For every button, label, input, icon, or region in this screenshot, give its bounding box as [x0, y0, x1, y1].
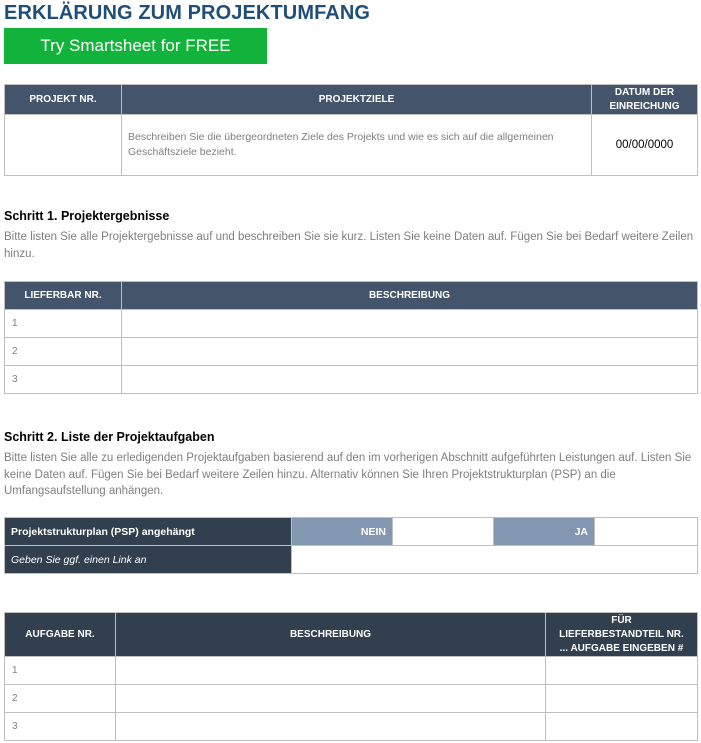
- page-title: ERKLÄRUNG ZUM PROJEKTUMFANG: [4, 2, 371, 24]
- deliverable-no-cell[interactable]: 1: [5, 310, 122, 338]
- column-header-task-no: AUFGABE NR.: [5, 613, 116, 657]
- step2-description: Bitte listen Sie alle zu erledigenden Projektaufgaben basierend auf den im vorherigen Abschnitt aufgeführten Leistungen auf. Listen Sie keine Daten auf. Fügen Sie bei Bedarf weitere Zeilen hinzu. Alternativ können Sie Ihren Projektstrukturplan (PSP) an die Umfangsaufstellung anhängen.: [4, 452, 692, 497]
- deliverable-no-cell[interactable]: 2: [5, 338, 122, 366]
- task-deliverable-cell[interactable]: [546, 685, 698, 713]
- task-no-cell[interactable]: 3: [5, 713, 116, 741]
- project-goals-cell[interactable]: Beschreiben Sie die übergeordneten Ziele des Projekts und wie es sich auf die allgemeinen Geschäftsziele bezieht.: [122, 115, 592, 176]
- submission-date-cell[interactable]: 00/00/0000: [592, 115, 698, 176]
- deliverable-description-cell[interactable]: [122, 338, 698, 366]
- deliverable-no-cell[interactable]: 3: [5, 366, 122, 394]
- column-header-deliverable-description: BESCHREIBUNG: [122, 282, 698, 310]
- step2-title: Schritt 2. Liste der Projektaufgaben: [4, 430, 215, 444]
- step1-title: Schritt 1. Projektergebnisse: [4, 209, 170, 223]
- table-row: [5, 310, 698, 338]
- table-row: [5, 685, 698, 713]
- task-deliverable-cell[interactable]: [546, 657, 698, 685]
- wbs-table: [4, 517, 698, 574]
- wbs-yes-label: JA: [494, 518, 595, 546]
- column-header-task-description: BESCHREIBUNG: [116, 613, 546, 657]
- wbs-no-input[interactable]: [393, 518, 494, 546]
- table-row: [5, 713, 698, 741]
- column-header-for-deliverable: FÜR LIEFERBESTANDTEIL NR. ... AUFGABE EINGEBEN #: [546, 613, 698, 657]
- task-deliverable-cell[interactable]: [546, 713, 698, 741]
- wbs-attached-label: Projektstrukturplan (PSP) angehängt: [5, 518, 292, 546]
- table-row: [5, 366, 698, 394]
- table-row: [5, 338, 698, 366]
- project-no-cell[interactable]: [5, 115, 122, 176]
- task-description-cell[interactable]: [116, 685, 546, 713]
- task-description-cell[interactable]: [116, 657, 546, 685]
- wbs-link-label: Geben Sie ggf. einen Link an: [5, 546, 292, 574]
- wbs-yes-input[interactable]: [595, 518, 698, 546]
- tasks-table: [4, 612, 698, 741]
- table-row: [5, 657, 698, 685]
- wbs-no-label: NEIN: [292, 518, 393, 546]
- project-overview-table: [4, 84, 698, 176]
- task-no-cell[interactable]: 2: [5, 685, 116, 713]
- wbs-link-input[interactable]: [292, 546, 698, 574]
- task-description-cell[interactable]: [116, 713, 546, 741]
- column-header-project-no: PROJEKT NR.: [5, 85, 122, 115]
- try-smartsheet-button[interactable]: Try Smartsheet for FREE: [4, 28, 267, 64]
- step1-description: Bitte listen Sie alle Projektergebnisse auf und beschreiben Sie sie kurz. Listen Sie keine Daten auf. Fügen Sie bei Bedarf weitere Zeilen hinzu.: [4, 231, 694, 260]
- deliverable-description-cell[interactable]: [122, 366, 698, 394]
- deliverables-table: [4, 281, 698, 394]
- column-header-deliverable-no: LIEFERBAR NR.: [5, 282, 122, 310]
- column-header-submission-date: DATUM DER EINREICHUNG: [592, 85, 698, 115]
- deliverable-description-cell[interactable]: [122, 310, 698, 338]
- column-header-project-goals: PROJEKTZIELE: [122, 85, 592, 115]
- task-no-cell[interactable]: 1: [5, 657, 116, 685]
